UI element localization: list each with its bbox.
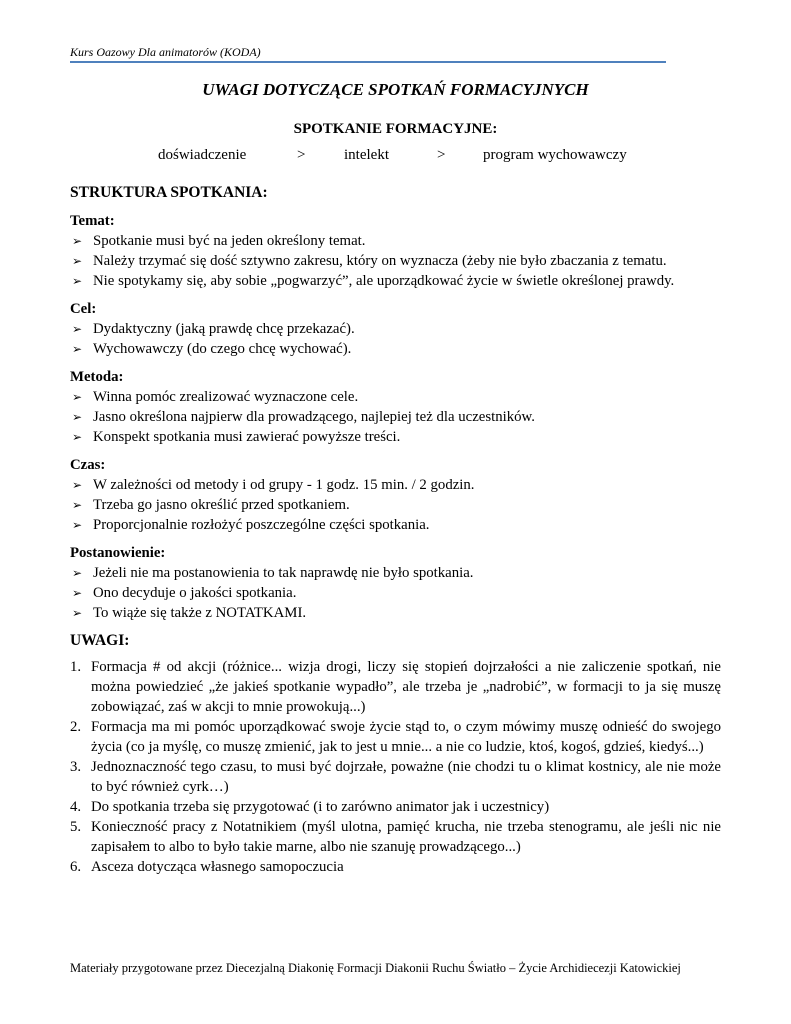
document-subtitle: SPOTKANIE FORMACYJNE: bbox=[293, 121, 498, 137]
bullet-list bbox=[70, 231, 721, 291]
arrow-bullet-icon: ➢ bbox=[72, 586, 83, 600]
section-heading: Postanowienie: bbox=[70, 545, 166, 561]
list-item: 2. Formacja ma mi pomóc uporządkować swoje życie stąd to, o czym mówimy muszę odnieść do swojego życia (co ja myślę, co muszę zmienić, jak to jest u mnie... a nie co ludzie, ktoś, kogoś, gdzieś, kiedyś...) bbox=[70, 719, 721, 755]
section-heading: Metoda: bbox=[70, 369, 124, 385]
item-number: 3. bbox=[70, 759, 82, 775]
list-item: ➢ Nie spotykamy się, aby sobie „pogwarzyć”, ale uporządkować życie w świetle określonej prawdy. bbox=[72, 273, 675, 289]
item-number: 4. bbox=[70, 799, 82, 815]
arrow-bullet-icon: ➢ bbox=[72, 322, 83, 336]
bullet-list bbox=[70, 387, 721, 447]
flow-step-experience: doświadczenie bbox=[158, 147, 247, 163]
flow-separator: > bbox=[297, 147, 306, 163]
list-item: 1. Formacja # od akcji (różnice... wizja drogi, liczy się stopień dojrzałości a nie zaliczenie spotkań, nie można powiedzieć „że jakieś spotkanie wypadło”, ale trzeba je „nadrobić”, w formacji to ja się muszę zobowiązać, zaś w akcji to mnie prowokują...) bbox=[70, 659, 721, 715]
document-body bbox=[70, 183, 721, 877]
arrow-bullet-icon: ➢ bbox=[72, 410, 83, 424]
list-item: ➢ W zależności od metody i od grupy - 1 godz. 15 min. / 2 godzin. bbox=[72, 477, 475, 493]
flow-separator: > bbox=[437, 147, 446, 163]
arrow-bullet-icon: ➢ bbox=[72, 254, 83, 268]
numbered-list bbox=[70, 657, 721, 877]
arrow-bullet-icon: ➢ bbox=[72, 518, 83, 532]
bullet-list bbox=[70, 319, 721, 359]
item-number: 6. bbox=[70, 859, 82, 875]
list-item: ➢ Wychowawczy (do czego chcę wychować). bbox=[72, 341, 352, 357]
list-item: ➢ Proporcjonalnie rozłożyć poszczególne części spotkania. bbox=[72, 517, 430, 533]
item-number: 2. bbox=[70, 719, 82, 735]
document-title: UWAGI DOTYCZĄCE SPOTKAŃ FORMACYJNYCH bbox=[202, 80, 589, 99]
section-heading: Temat: bbox=[70, 213, 115, 229]
arrow-bullet-icon: ➢ bbox=[72, 390, 83, 404]
arrow-bullet-icon: ➢ bbox=[72, 606, 83, 620]
arrow-bullet-icon: ➢ bbox=[72, 498, 83, 512]
section-postanowienie bbox=[70, 543, 721, 623]
list-item: ➢ Konspekt spotkania musi zawierać powyższe treści. bbox=[72, 429, 401, 445]
list-item: 4. Do spotkania trzeba się przygotować (i to zarówno animator jak i uczestnicy) bbox=[70, 799, 550, 815]
arrow-bullet-icon: ➢ bbox=[72, 342, 83, 356]
page-footer: Materiały przygotowane przez Diecezjalną Diakonię Formacji Diakonii Ruchu Światło – Życie Archidiecezji Katowickiej bbox=[70, 961, 681, 975]
bullet-list bbox=[70, 475, 721, 535]
list-item: ➢ Jasno określona najpierw dla prowadzącego, najlepiej też dla uczestników. bbox=[72, 409, 535, 425]
list-item: ➢ Ono decyduje o jakości spotkania. bbox=[72, 585, 297, 601]
page-header: Kurs Oazowy Dla animatorów (KODA) bbox=[70, 45, 261, 59]
list-item: ➢ Trzeba go jasno określić przed spotkaniem. bbox=[72, 497, 350, 513]
section-heading: Czas: bbox=[70, 457, 106, 473]
flow-step-program: program wychowawczy bbox=[483, 147, 627, 163]
section-metoda bbox=[70, 367, 721, 447]
list-item: ➢ Winna pomóc zrealizować wyznaczone cele. bbox=[72, 389, 359, 405]
arrow-bullet-icon: ➢ bbox=[72, 430, 83, 444]
arrow-bullet-icon: ➢ bbox=[72, 234, 83, 248]
list-item: ➢ To wiąże się także z NOTATKAMI. bbox=[72, 605, 307, 621]
list-item: ➢ Spotkanie musi być na jeden określony temat. bbox=[72, 233, 366, 249]
list-item: ➢ Dydaktyczny (jaką prawdę chcę przekazać). bbox=[72, 321, 355, 337]
flow-step-intellect: intelekt bbox=[344, 147, 389, 163]
item-number: 5. bbox=[70, 819, 82, 835]
bullet-list bbox=[70, 563, 721, 623]
structure-heading: STRUKTURA SPOTKANIA: bbox=[70, 184, 268, 201]
list-item: ➢ Jeżeli nie ma postanowienia to tak naprawdę nie było spotkania. bbox=[72, 565, 474, 581]
section-czas bbox=[70, 455, 721, 535]
section-uwagi bbox=[70, 631, 721, 877]
uwagi-heading: UWAGI: bbox=[70, 632, 130, 649]
list-item: 5. Konieczność pracy z Notatnikiem (myśl ulotna, pamięć krucha, nie trzeba stenogramu, ale jeśli nic nie zapisałem to albo to było takie marne, albo nie szanuję prowadzącego...) bbox=[70, 819, 721, 855]
list-item: 3. Jednoznaczność tego czasu, to musi być dojrzałe, poważne (nie chodzi tu o klimat kostnicy, ale nie może to być również cyrk…) bbox=[70, 759, 721, 795]
section-temat bbox=[70, 211, 721, 291]
arrow-bullet-icon: ➢ bbox=[72, 274, 83, 288]
arrow-bullet-icon: ➢ bbox=[72, 566, 83, 580]
header-rule bbox=[70, 61, 666, 63]
section-cel bbox=[70, 299, 721, 359]
item-number: 1. bbox=[70, 659, 82, 675]
list-item: 6. Asceza dotycząca własnego samopoczucia bbox=[70, 859, 344, 875]
section-heading: Cel: bbox=[70, 301, 97, 317]
arrow-bullet-icon: ➢ bbox=[72, 478, 83, 492]
list-item: ➢ Należy trzymać się dość sztywno zakresu, który on wyznacza (żeby nie było zbaczania z tematu. bbox=[72, 253, 667, 269]
